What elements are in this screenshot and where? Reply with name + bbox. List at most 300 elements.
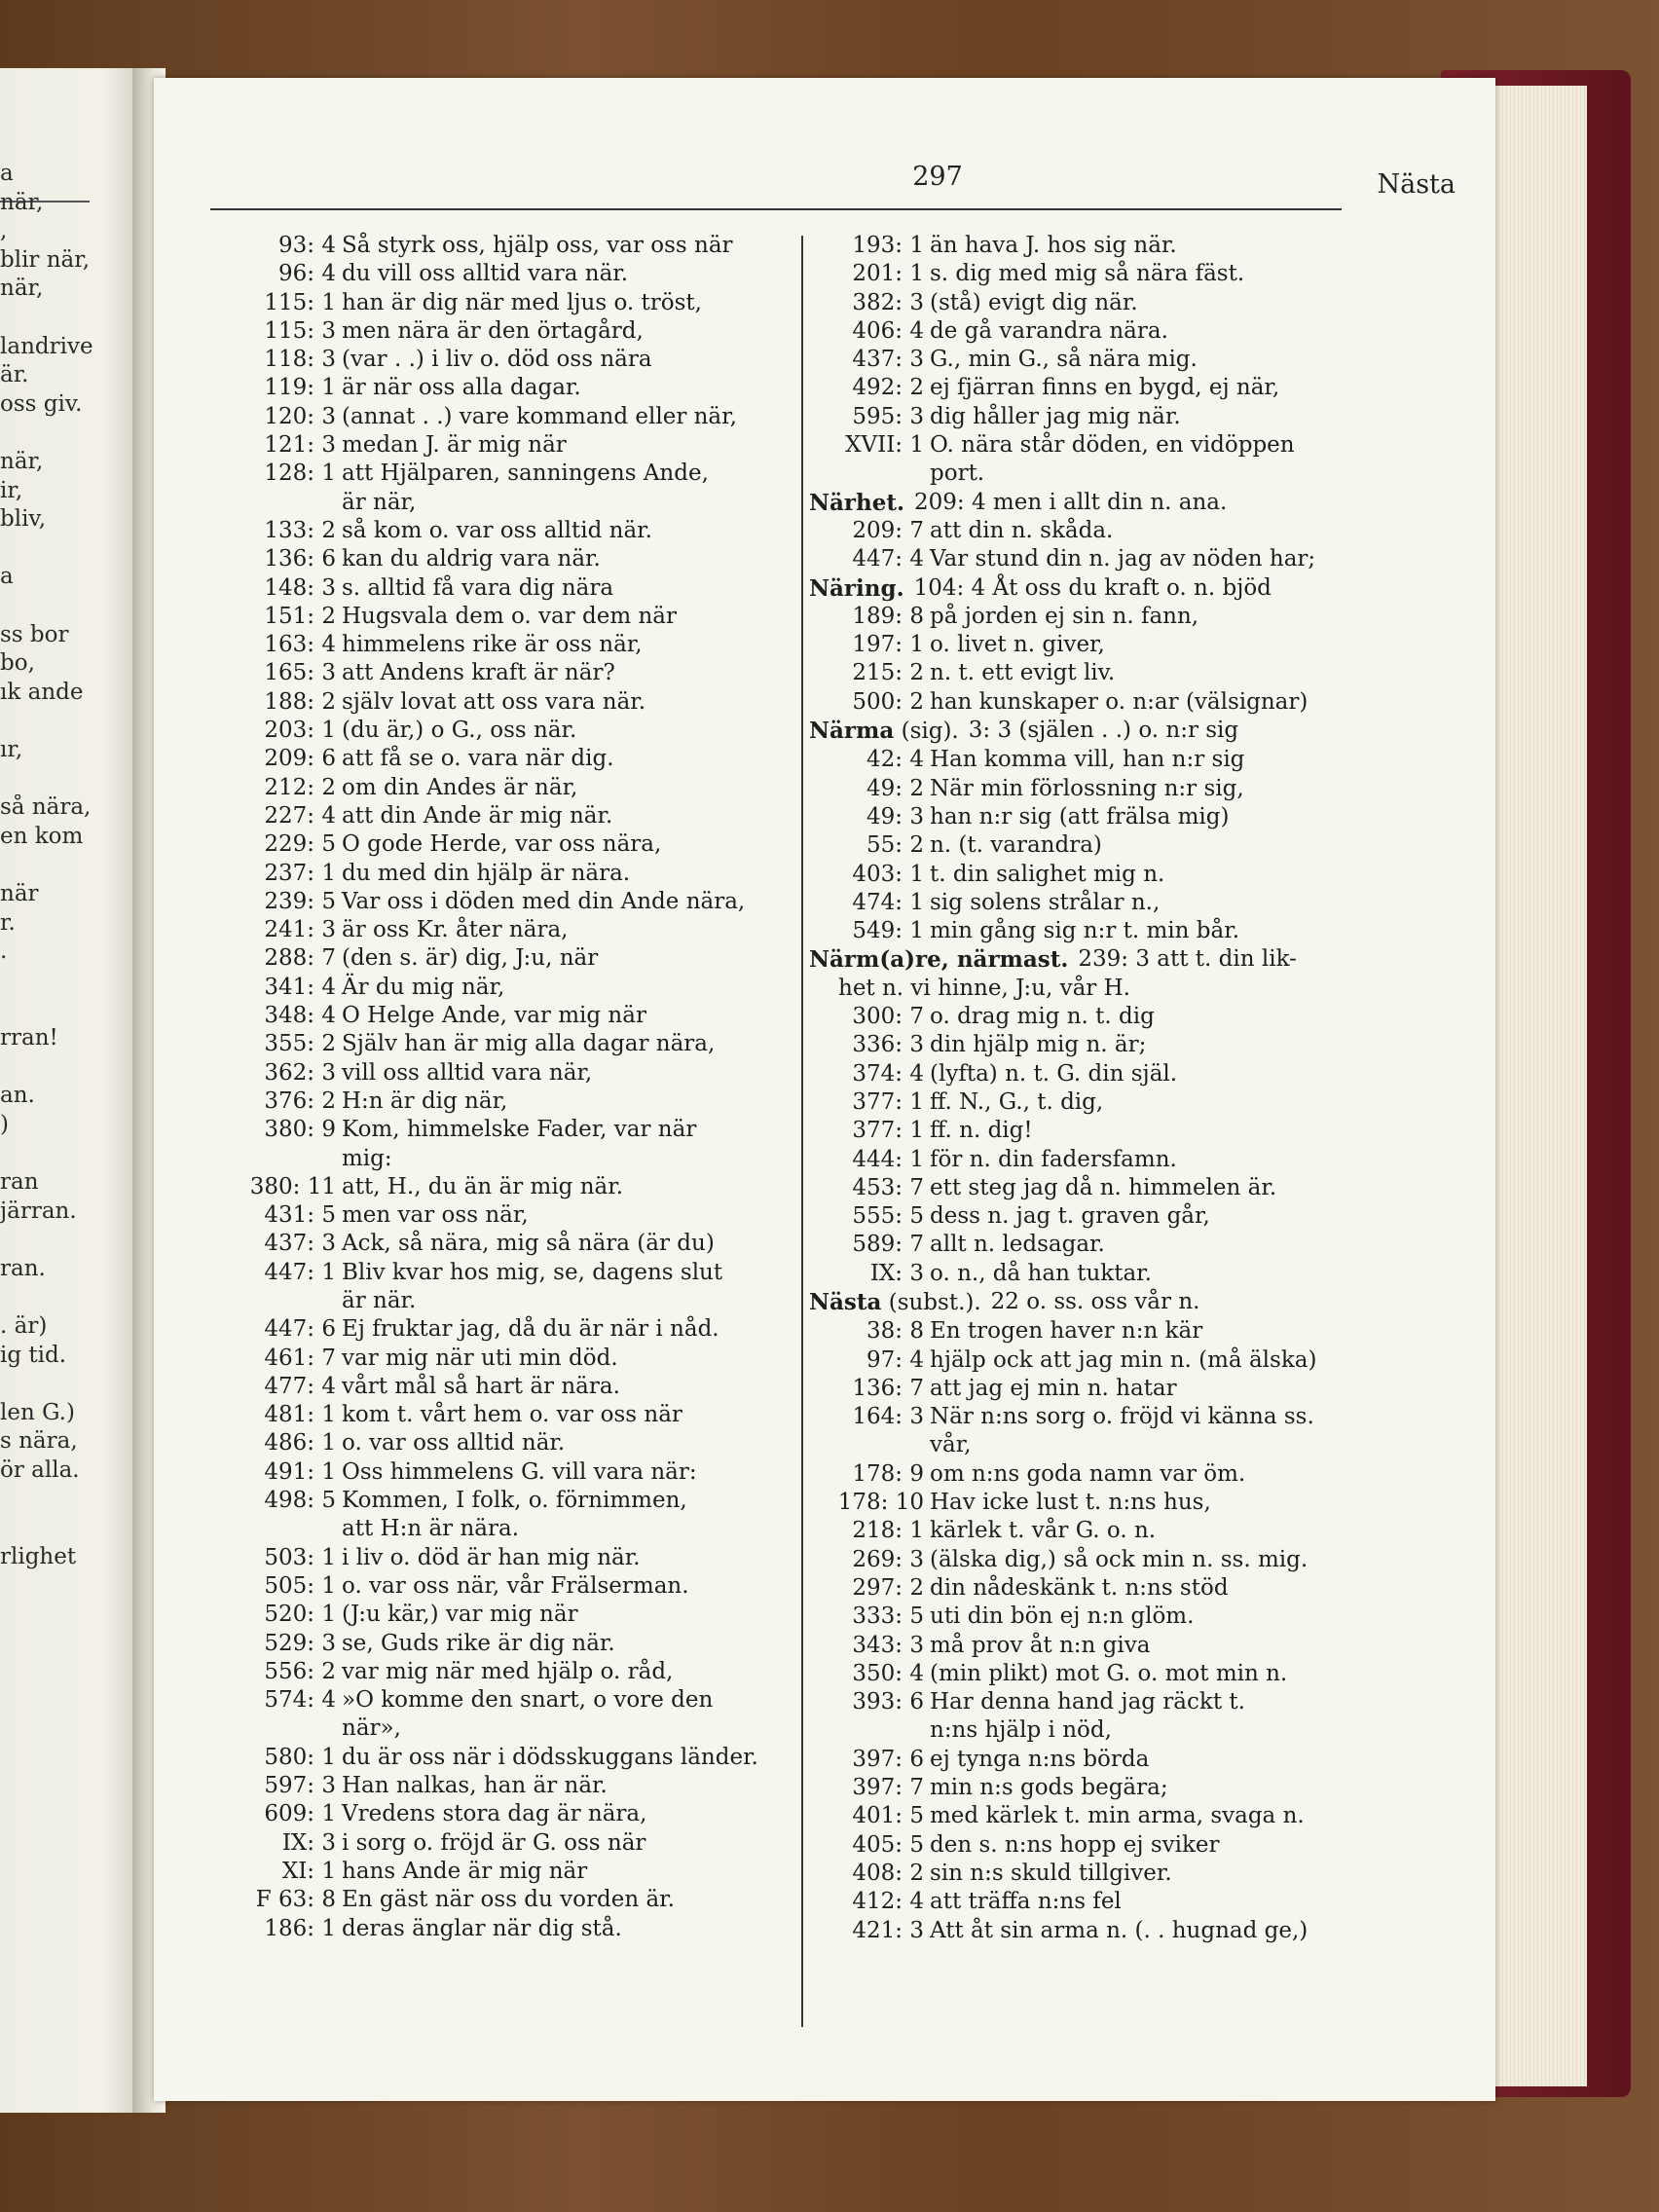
- hymn-reference: 397: 6: [852, 1746, 924, 1772]
- left-page-fragment: ): [0, 1111, 9, 1137]
- entry-text-block: [342, 802, 612, 830]
- hymn-reference: 120: 3: [264, 403, 336, 429]
- entry-text: din hjälp mig n. är;: [930, 1032, 1147, 1058]
- entry-text-block: [342, 1915, 622, 1943]
- hymn-reference: 597: 3: [264, 1773, 336, 1799]
- hymn-reference: 486: 1: [264, 1430, 336, 1456]
- entry-text-block: [342, 545, 601, 573]
- hymn-reference: 239: 5: [264, 888, 336, 914]
- entry-text-block: [342, 289, 702, 317]
- entry-text: G., min G., så nära mig.: [930, 347, 1198, 373]
- entry-text-block: [930, 346, 1198, 374]
- index-entry: [809, 1632, 1481, 1660]
- index-entry: [224, 346, 793, 374]
- entry-text: du vill oss alltid vara när.: [342, 261, 629, 287]
- right-page: [154, 78, 1495, 2101]
- index-entry: [809, 431, 1481, 489]
- left-page-fragment: är.: [0, 362, 29, 388]
- entry-text: o. drag mig n. t. dig: [930, 1004, 1155, 1030]
- left-page-fragment: a: [0, 161, 14, 186]
- entry-text: är när oss alla dagar.: [342, 375, 581, 401]
- lemma-word: Näring.: [809, 574, 904, 602]
- entry-text: Har denna hand jag räckt t.: [930, 1689, 1245, 1715]
- entry-text-block: [930, 1146, 1177, 1174]
- entry-text: H:n är dig när,: [342, 1088, 508, 1114]
- index-entry: [224, 745, 793, 773]
- hymn-reference: 609: 1: [264, 1801, 336, 1827]
- entry-text: ff. n. dig!: [930, 1118, 1033, 1144]
- index-entry: [809, 1746, 1481, 1774]
- index-entry: [809, 746, 1481, 774]
- hymn-reference: 42: 4: [866, 747, 924, 773]
- entry-text-block: [930, 1003, 1155, 1031]
- entry-text: (den s. är) dig, J:u, när: [342, 945, 599, 972]
- entry-text: ett steg jag då n. himmelen är.: [930, 1174, 1277, 1200]
- entry-text-block: [969, 717, 1238, 746]
- hymn-reference: 336: 3: [852, 1032, 924, 1058]
- entry-text-block: [342, 346, 652, 374]
- index-entry: [224, 1487, 793, 1544]
- entry-text-block: [930, 1888, 1122, 1916]
- entry-text: min n:s gods begära;: [930, 1775, 1168, 1801]
- entry-text-block: [342, 1030, 715, 1058]
- index-entry: [224, 888, 793, 916]
- entry-text: allt n. ledsagar.: [930, 1232, 1105, 1258]
- hymn-reference: 401: 5: [852, 1803, 924, 1829]
- entry-text: vill oss alltid vara när,: [342, 1059, 593, 1086]
- entry-text: var mig när med hjälp o. råd,: [342, 1658, 674, 1684]
- entry-text-block: [930, 545, 1315, 573]
- hymn-reference: 393: 6: [852, 1689, 924, 1715]
- left-page-fragment: blir när,: [0, 246, 91, 273]
- index-entry: [224, 317, 793, 346]
- entry-text: s. dig med mig så nära fäst.: [930, 261, 1245, 287]
- entry-text: dess n. jag t. graven går,: [930, 1203, 1210, 1230]
- hymn-reference: 163: 4: [264, 632, 336, 658]
- entry-text-block: [930, 1860, 1172, 1888]
- index-entry: [224, 517, 793, 545]
- left-page-fragment: oss giv.: [0, 390, 83, 417]
- hymn-reference: 529: 3: [264, 1630, 336, 1656]
- entry-text: att jag ej min n. hatar: [930, 1375, 1177, 1401]
- hymn-reference: 241: 3: [264, 917, 336, 943]
- hymn-reference: 227: 4: [264, 802, 336, 829]
- entry-text-block: [930, 232, 1177, 260]
- entry-text: för n. din fadersfamn.: [930, 1146, 1177, 1172]
- entry-text: o. livet n. giver,: [930, 632, 1105, 658]
- index-entry: [809, 374, 1481, 402]
- hymn-reference: 362: 3: [264, 1059, 336, 1086]
- index-entry: [224, 1373, 793, 1401]
- entry-text-block: [930, 1117, 1033, 1145]
- index-entry: [224, 1429, 793, 1457]
- entry-text: än hava J. hos sig när.: [930, 233, 1177, 258]
- entry-text-block: [342, 1429, 565, 1457]
- entry-text: 3: 3 (själen . .) o. n:r sig: [968, 718, 1239, 744]
- entry-text-block: [342, 260, 628, 288]
- left-page: [0, 68, 146, 2113]
- entry-text-block: [342, 1829, 645, 1858]
- index-entry: [224, 1030, 793, 1058]
- entry-text-block: [930, 1517, 1156, 1545]
- index-entry: [224, 1173, 793, 1201]
- index-entry: [224, 974, 793, 1002]
- hymn-reference: 96: 4: [278, 261, 336, 287]
- entry-text-block: [930, 1060, 1177, 1088]
- index-entry: [809, 1174, 1481, 1202]
- left-page-fragment: ık ande: [0, 679, 84, 705]
- left-page-fragment: r.: [0, 909, 16, 936]
- index-entry: [224, 1116, 793, 1173]
- index-entry: [224, 1601, 793, 1629]
- lemma-heading: [809, 1288, 991, 1317]
- left-page-fragment: när,: [0, 449, 44, 474]
- hymn-reference: 447: 6: [264, 1316, 336, 1343]
- entry-text: 22 o. ss. oss vår n.: [990, 1288, 1200, 1314]
- index-entry: [224, 1259, 793, 1316]
- index-entry: [809, 260, 1481, 288]
- hymn-reference: 403: 1: [852, 861, 924, 887]
- hymn-reference: 49: 3: [866, 803, 924, 830]
- index-entry: [809, 631, 1481, 659]
- entry-text-block: [342, 1487, 687, 1544]
- index-entry: [809, 1088, 1481, 1117]
- hymn-reference: 209: 7: [852, 517, 924, 543]
- entry-text-block: [930, 1574, 1229, 1603]
- hymn-reference: 408: 2: [852, 1860, 924, 1886]
- lemma-heading: [809, 489, 914, 517]
- index-lemma-entry: [809, 489, 1481, 517]
- entry-text: så kom o. var oss alltid när.: [342, 517, 652, 543]
- index-entry: [224, 603, 793, 631]
- entry-text: är oss Kr. åter nära,: [342, 917, 569, 943]
- hymn-reference: 237: 1: [264, 860, 336, 886]
- index-entry: [224, 1772, 793, 1800]
- index-entry: [224, 403, 793, 431]
- hymn-reference: 498: 5: [264, 1488, 336, 1514]
- hymn-reference: 186: 1: [264, 1915, 336, 1941]
- entry-text: En gäst när oss du vorden är.: [342, 1887, 675, 1913]
- entry-text: O Helge Ande, var mig när: [342, 1003, 646, 1029]
- index-entry: [809, 917, 1481, 945]
- hymn-reference: 333: 5: [852, 1604, 924, 1630]
- index-entry: [809, 1688, 1481, 1746]
- hymn-reference: 97: 4: [866, 1346, 924, 1373]
- entry-text-block: [930, 260, 1244, 288]
- entry-text: dig håller jag mig när.: [930, 403, 1181, 429]
- hymn-reference: 461: 7: [264, 1345, 336, 1371]
- index-entry: [224, 688, 793, 717]
- hymn-reference: 148: 3: [264, 574, 336, 601]
- entry-text: ej fjärran finns en bygd, ej när,: [930, 375, 1280, 401]
- left-page-fragment: len G.): [0, 1399, 75, 1425]
- entry-continuation: är när.: [342, 1287, 417, 1313]
- hymn-reference: 229: 5: [264, 831, 336, 858]
- index-entry: [224, 1658, 793, 1686]
- hymn-reference: XI: 1: [281, 1858, 336, 1884]
- hymn-reference: 55: 2: [866, 832, 924, 859]
- index-entry: [809, 1003, 1481, 1031]
- entry-text: O. nära står döden, en vidöppen: [930, 432, 1295, 459]
- entry-text: Kom, himmelske Fader, var när: [342, 1117, 697, 1143]
- index-entry: [809, 289, 1481, 317]
- index-entry: [809, 659, 1481, 687]
- left-page-fragment: ig tid.: [0, 1342, 67, 1368]
- hymn-reference: 355: 2: [264, 1031, 336, 1057]
- hymn-reference: 297: 2: [852, 1574, 924, 1601]
- index-entry: [809, 317, 1481, 346]
- index-entry: [809, 1774, 1481, 1802]
- entry-text-block: [342, 1088, 507, 1116]
- index-lemma-entry: [809, 945, 1481, 1003]
- index-entry: [809, 1660, 1481, 1688]
- entry-text-block: [930, 1202, 1210, 1231]
- hymn-reference: 444: 1: [852, 1146, 924, 1172]
- entry-text: i liv o. död är han mig när.: [342, 1544, 641, 1570]
- entry-text-block: [930, 631, 1105, 659]
- entry-text: 239: 3 att t. din lik-: [1078, 946, 1297, 973]
- entry-text: n. (t. varandra): [930, 832, 1102, 859]
- hymn-reference: 437: 3: [852, 347, 924, 373]
- index-entry: [809, 1831, 1481, 1860]
- left-page-fragment: ran.: [0, 1255, 46, 1281]
- entry-text-block: [342, 1601, 578, 1629]
- entry-text-block: [342, 717, 576, 745]
- entry-text-block: [342, 774, 577, 802]
- entry-text: ej tynga n:ns börda: [930, 1746, 1150, 1772]
- entry-text: men nära är den örtagård,: [342, 317, 644, 344]
- entry-text: på jorden ej sin n. fann,: [930, 603, 1199, 629]
- entry-text-block: [930, 1317, 1202, 1346]
- hymn-reference: 431: 5: [264, 1202, 336, 1229]
- entry-text-block: [342, 1259, 722, 1316]
- entry-text-block: [930, 1460, 1245, 1489]
- entry-text-block: [930, 403, 1181, 431]
- index-entry: [809, 1375, 1481, 1403]
- hymn-reference: 269: 3: [852, 1546, 924, 1572]
- entry-text: (stå) evigt dig när.: [930, 289, 1138, 315]
- left-page-fragment: ran: [0, 1169, 39, 1195]
- entry-text-block: [930, 1489, 1211, 1517]
- right-column: [809, 232, 1481, 1945]
- index-entry: [224, 944, 793, 973]
- entry-text: Bliv kvar hos mig, se, dagens slut: [342, 1259, 723, 1285]
- entry-text-block: [342, 1230, 715, 1258]
- index-entry: [224, 289, 793, 317]
- hymn-reference: 500: 2: [852, 688, 924, 715]
- entry-text: O gode Herde, var oss nära,: [342, 831, 662, 858]
- index-entry: [809, 1146, 1481, 1174]
- left-page-fragment: ör alla.: [0, 1457, 80, 1483]
- index-entry: [224, 1002, 793, 1030]
- index-entry: [809, 1460, 1481, 1489]
- index-entry: [224, 802, 793, 830]
- index-entry: [809, 1202, 1481, 1231]
- entry-text: att din n. skåda.: [930, 517, 1114, 543]
- entry-text: må prov åt n:n giva: [930, 1632, 1151, 1658]
- hymn-reference: 128: 1: [264, 461, 336, 487]
- hymn-reference: XVII: 1: [845, 432, 924, 459]
- left-page-fragment: . är): [0, 1313, 48, 1339]
- hymn-reference: 133: 2: [264, 517, 336, 543]
- left-column: [224, 232, 793, 1943]
- lemma-word: Närm(a)re, närmast.: [809, 946, 1069, 974]
- entry-text: Hav icke lust t. n:ns hus,: [930, 1490, 1211, 1516]
- hymn-reference: 151: 2: [264, 603, 336, 629]
- index-entry: [809, 346, 1481, 374]
- index-entry: [809, 688, 1481, 717]
- left-page-fragment: när,: [0, 189, 44, 215]
- entry-text: att din Ande är mig när.: [342, 802, 613, 829]
- entry-text-block: [342, 631, 643, 659]
- entry-text: (älska dig,) så ock min n. ss. mig.: [930, 1546, 1309, 1572]
- entry-text-block: [342, 1173, 623, 1201]
- hymn-reference: 377: 1: [852, 1088, 924, 1115]
- entry-text-block: [342, 1002, 646, 1030]
- index-entry: [809, 889, 1481, 917]
- hymn-reference: 119: 1: [264, 375, 336, 401]
- index-entry: [224, 1230, 793, 1258]
- entry-text: Han komma vill, han n:r sig: [930, 747, 1245, 773]
- hymn-reference: 481: 1: [264, 1402, 336, 1428]
- hymn-reference: 136: 6: [264, 546, 336, 572]
- hymn-reference: 580: 1: [264, 1744, 336, 1770]
- entry-text-block: [930, 1403, 1314, 1460]
- entry-text-block: [930, 1774, 1168, 1802]
- entry-text: o. var oss alltid när.: [342, 1430, 566, 1456]
- left-page-fragment: ir,: [0, 477, 23, 503]
- entry-text: min gång sig n:r t. min bår.: [930, 918, 1240, 944]
- index-entry: [809, 1860, 1481, 1888]
- hymn-reference: IX: 3: [281, 1829, 336, 1856]
- entry-text: men var oss när,: [342, 1202, 529, 1229]
- lemma-word: Nästa: [809, 1288, 882, 1315]
- hymn-reference: 491: 1: [264, 1458, 336, 1485]
- index-entry: [809, 1060, 1481, 1088]
- entry-text-block: [930, 1746, 1149, 1774]
- index-lemma-entry: [809, 574, 1481, 603]
- hymn-reference: 197: 1: [852, 632, 924, 658]
- entry-text: din nådeskänk t. n:ns stöd: [930, 1574, 1229, 1601]
- hymn-reference: 474: 1: [852, 889, 924, 915]
- entry-text: o. var oss när, vår Frälserman.: [342, 1572, 689, 1599]
- entry-text: att få se o. vara när dig.: [342, 746, 614, 772]
- entry-continuation: är när,: [342, 489, 417, 515]
- entry-text-block: [342, 944, 598, 973]
- entry-text: 209: 4 men i allt din n. ana.: [914, 489, 1228, 515]
- hymn-reference: 520: 1: [264, 1602, 336, 1628]
- entry-text-block: [342, 1744, 758, 1772]
- left-page-fragment: en kom: [0, 823, 84, 849]
- entry-text-block: [342, 431, 567, 460]
- index-entry: [224, 774, 793, 802]
- entry-text: de gå varandra nära.: [930, 317, 1168, 344]
- entry-text: kärlek t. vår G. o. n.: [930, 1518, 1157, 1544]
- index-entry: [224, 1315, 793, 1344]
- left-page-fragment: när: [0, 881, 39, 906]
- entry-text: om din Andes är när,: [342, 774, 578, 800]
- entry-text-block: [342, 603, 677, 631]
- entry-text: Hugsvala dem o. var dem när: [342, 603, 677, 629]
- entry-text: uti din bön ej n:n glöm.: [930, 1604, 1195, 1630]
- entry-text-block: [930, 1231, 1105, 1259]
- index-entry: [224, 232, 793, 260]
- index-entry: [809, 1489, 1481, 1517]
- entry-text-block: [342, 688, 645, 717]
- hymn-reference: 492: 2: [852, 375, 924, 401]
- entry-text-block: [930, 803, 1229, 831]
- entry-text-block: [930, 374, 1279, 402]
- entry-text-block: [342, 1373, 620, 1401]
- hymn-reference: 178: 10: [837, 1490, 924, 1516]
- hymn-reference: 574: 4: [264, 1687, 336, 1714]
- left-page-fragment: ss bor: [0, 621, 69, 647]
- index-entry: [809, 1231, 1481, 1259]
- entry-text: (min plikt) mot G. o. mot min n.: [930, 1660, 1288, 1686]
- entry-text: själv lovat att oss vara när.: [342, 688, 646, 715]
- index-entry: [224, 1544, 793, 1572]
- index-entry: [809, 1917, 1481, 1945]
- entry-continuation: att H:n är nära.: [342, 1516, 520, 1542]
- hymn-reference: 115: 3: [264, 317, 336, 344]
- entry-text-block: [930, 1660, 1287, 1688]
- hymn-reference: 115: 1: [264, 289, 336, 315]
- hymn-reference: 288: 7: [264, 945, 336, 972]
- entry-text-block: [930, 1688, 1245, 1746]
- entry-text: ff. N., G., t. dig,: [930, 1088, 1104, 1115]
- entry-text-block: [930, 1031, 1146, 1059]
- index-entry: [224, 631, 793, 659]
- hymn-reference: 118: 3: [264, 347, 336, 373]
- entry-text: s. alltid få vara dig nära: [342, 574, 614, 601]
- entry-text: hjälp ock att jag min n. (må älska): [930, 1346, 1317, 1373]
- entry-text: Han nalkas, han är när.: [342, 1773, 608, 1799]
- entry-continuation: n:ns hjälp i nöd,: [930, 1717, 1112, 1744]
- entry-text: (du är,) o G., oss när.: [342, 718, 577, 744]
- entry-text: Själv han är mig alla dagar nära,: [342, 1031, 716, 1057]
- header-rule: [210, 208, 1342, 210]
- hymn-reference: F 63: 8: [255, 1887, 336, 1913]
- index-entry: [809, 1317, 1481, 1346]
- hymn-reference: 218: 1: [852, 1518, 924, 1544]
- left-page-fragment: så nära,: [0, 794, 92, 821]
- hymn-reference: 348: 4: [264, 1003, 336, 1029]
- entry-text: att, H., du än är mig när.: [342, 1173, 624, 1199]
- left-page-fragment: rran!: [0, 1025, 58, 1051]
- entry-text: vårt mål så hart är nära.: [342, 1373, 620, 1399]
- index-entry: [809, 1031, 1481, 1059]
- entry-text: kan du aldrig vara när.: [342, 546, 601, 572]
- index-entry: [224, 830, 793, 859]
- hymn-reference: 203: 1: [264, 718, 336, 744]
- entry-text-block: [342, 1116, 696, 1173]
- entry-text: medan J. är mig när: [342, 432, 567, 459]
- column-divider: [801, 236, 803, 2027]
- entry-text-block: [342, 1458, 697, 1487]
- entry-text-block: [342, 1630, 615, 1658]
- entry-text-block: [930, 289, 1138, 317]
- hymn-reference: 406: 4: [852, 317, 924, 344]
- entry-text-block: [930, 889, 1160, 917]
- entry-text: i sorg o. fröjd är G. oss när: [342, 1829, 646, 1856]
- hymn-reference: 595: 3: [852, 403, 924, 429]
- hymn-reference: 165: 3: [264, 660, 336, 686]
- entry-text: att Andens kraft är när?: [342, 660, 615, 686]
- hymn-reference: 178: 9: [852, 1460, 924, 1487]
- hymn-reference: 589: 7: [852, 1232, 924, 1258]
- hymn-reference: 300: 7: [852, 1004, 924, 1030]
- hymn-reference: 377: 1: [852, 1118, 924, 1144]
